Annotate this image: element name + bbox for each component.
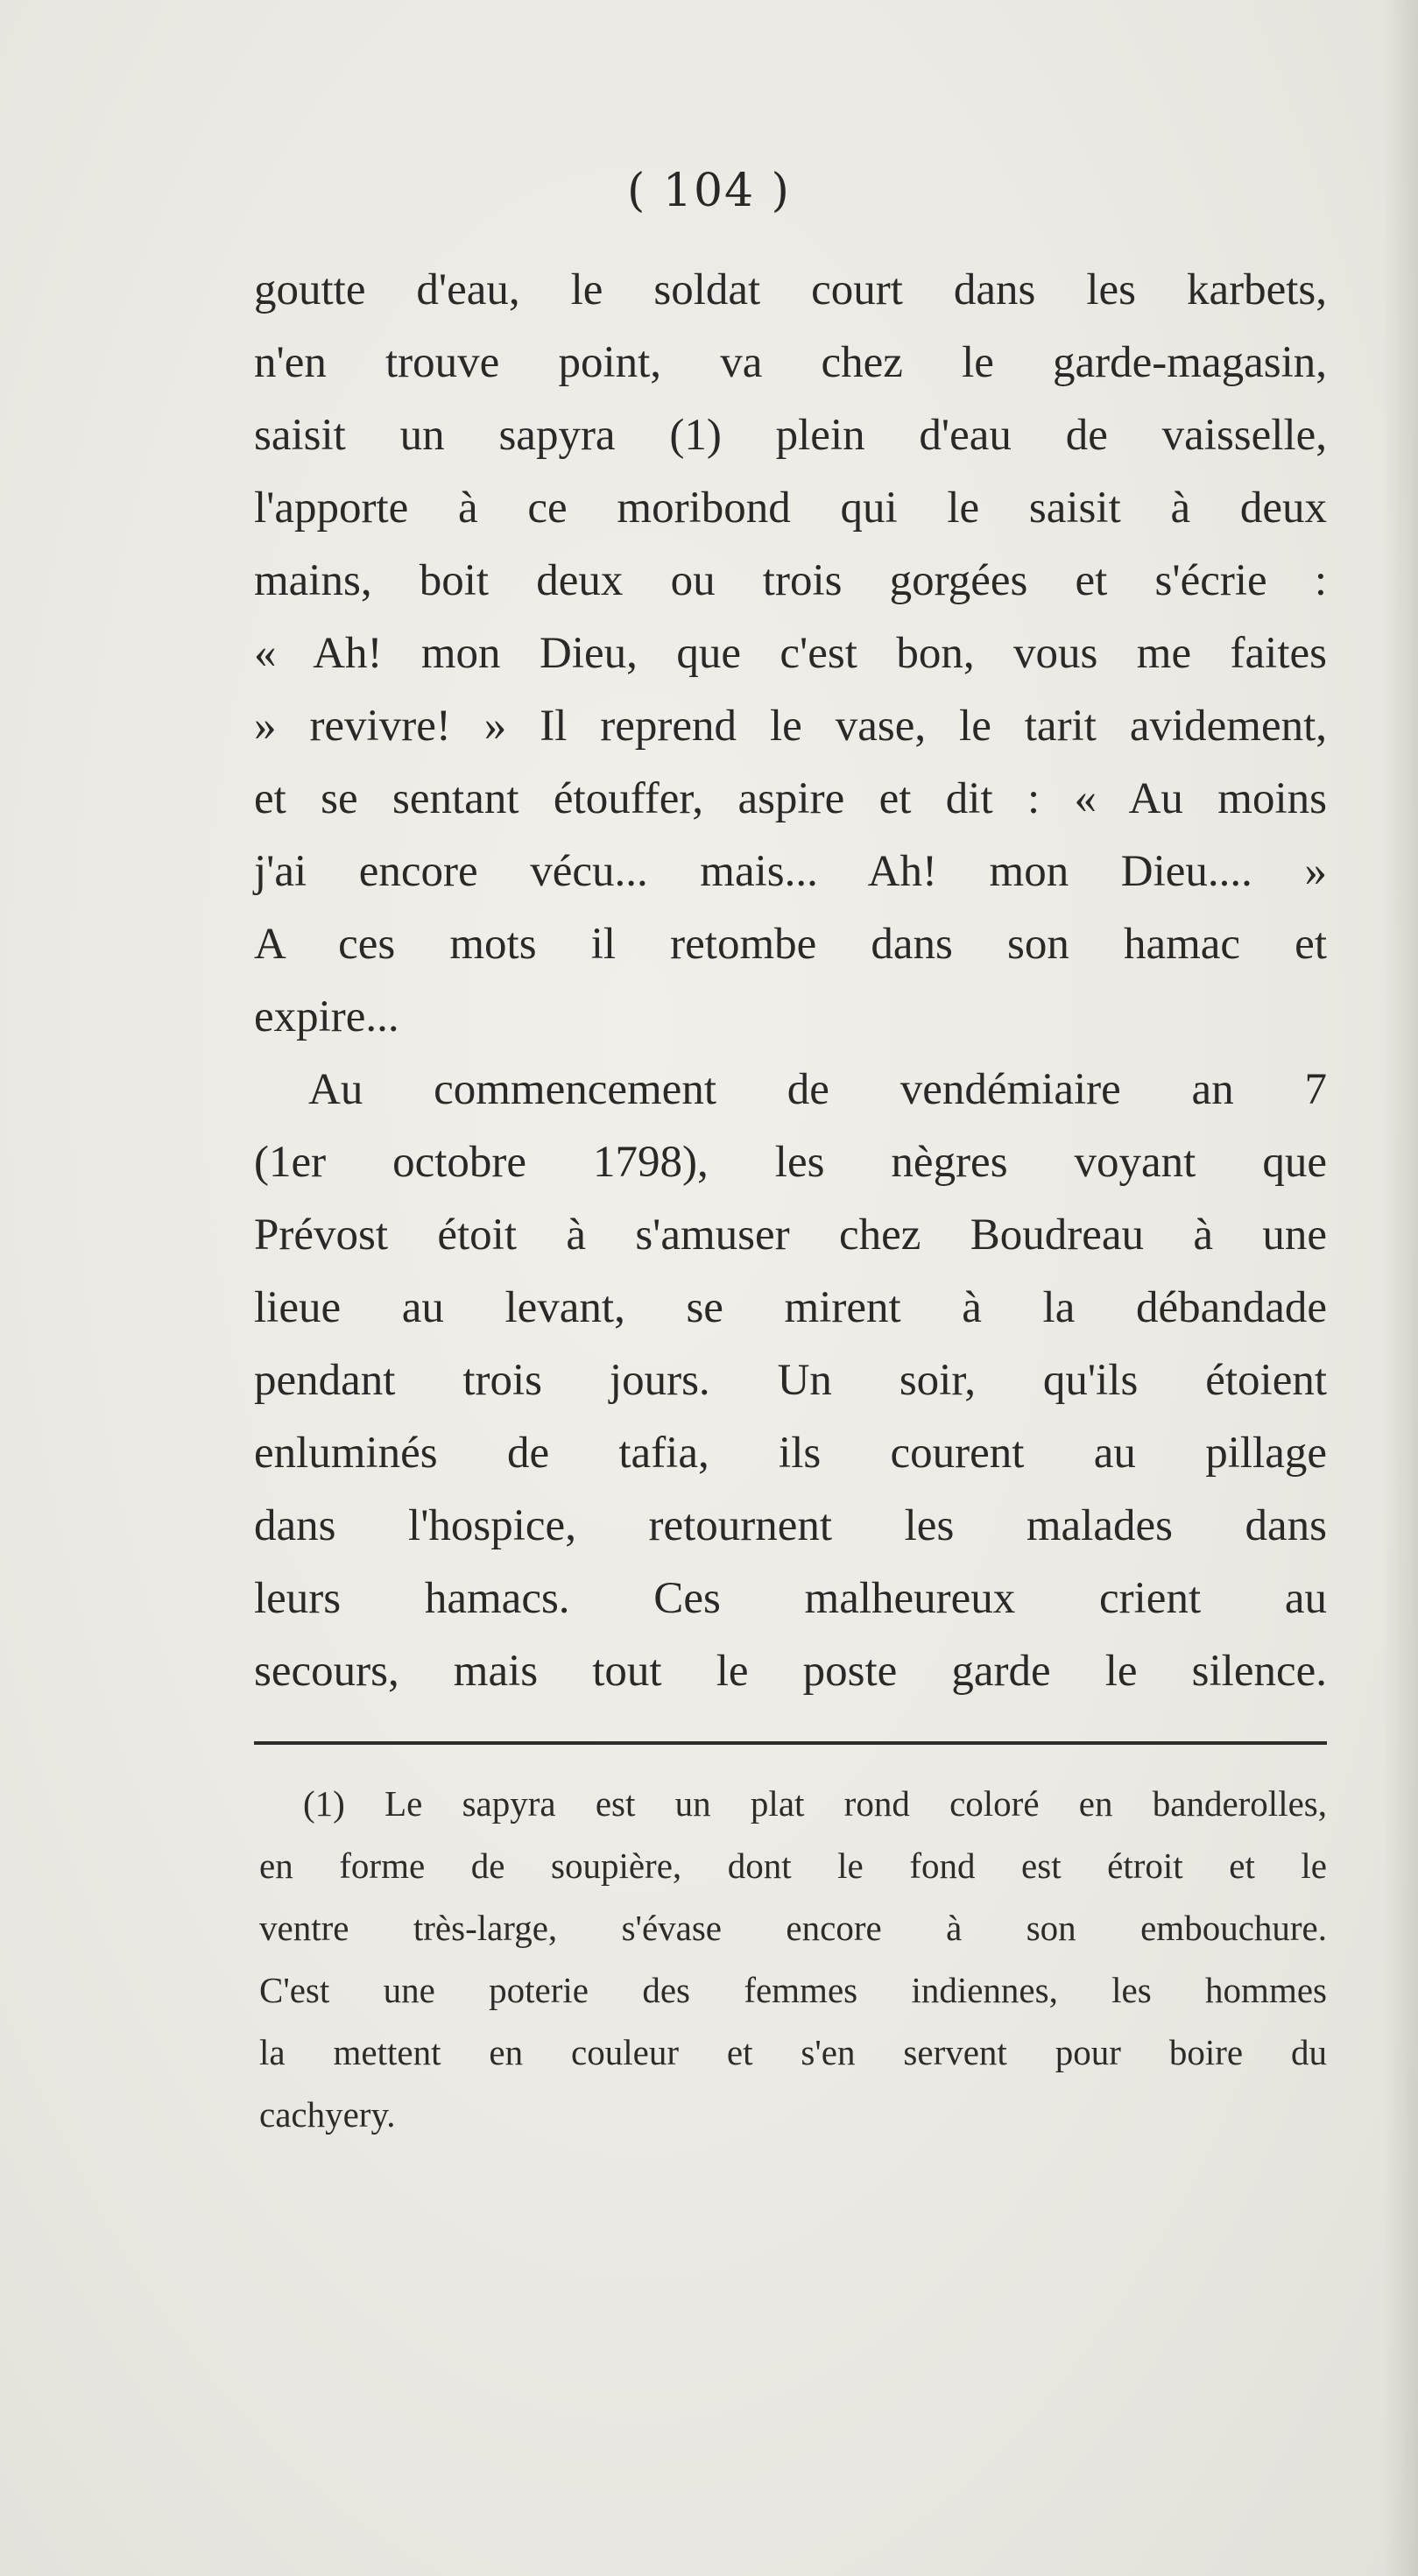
text-line: Prévost étoit à s'amuser chez Boudreau à une <box>254 1210 1327 1260</box>
text-line: l'apporte à ce moribond qui le saisit à deux <box>254 483 1327 533</box>
main-text <box>254 254 1327 1708</box>
footnote-line: (1) Le sapyra est un plat rond coloré en banderolles, <box>303 1783 1327 1824</box>
text-line: mains, boit deux ou trois gorgées et s'écrie : <box>254 556 1327 605</box>
page-number: ( 104 ) <box>627 165 791 217</box>
footnote-rule <box>254 1741 1327 1745</box>
text-line: leurs hamacs. Ces malheureux crient au <box>254 1574 1327 1623</box>
text-line: « Ah! mon Dieu, que c'est bon, vous me faites <box>254 629 1327 678</box>
text-line: Au commencement de vendémiaire an 7 <box>308 1065 1327 1114</box>
text-line: dans l'hospice, retournent les malades dans <box>254 1501 1327 1550</box>
text-line: (1er octobre 1798), les nègres voyant que <box>254 1138 1327 1187</box>
text-line: et se sentant étouffer, aspire et dit : « Au moins <box>254 774 1327 823</box>
text-line: » revivre! » Il reprend le vase, le tarit avidement, <box>254 702 1327 751</box>
text-line: saisit un sapyra (1) plein d'eau de vaisselle, <box>254 411 1327 460</box>
footnote-line: en forme de soupière, dont le fond est étroit et le <box>259 1846 1327 1886</box>
text-line: pendant trois jours. Un soir, qu'ils étoient <box>254 1356 1327 1405</box>
text-line: goutte d'eau, le soldat court dans les karbets, <box>254 265 1327 314</box>
text-line: lieue au levant, se mirent à la débandade <box>254 1283 1327 1332</box>
text-line: secours, mais tout le poste garde le silence. <box>254 1647 1327 1696</box>
footnote-line: cachyery. <box>259 2094 396 2135</box>
text-line: A ces mots il retombe dans son hamac et <box>254 920 1327 969</box>
text-line: j'ai encore vécu... mais... Ah! mon Dieu.... » <box>254 847 1327 896</box>
footnote-line: ventre très-large, s'évase encore à son embouchure. <box>259 1908 1327 1948</box>
footnote-line: C'est une poterie des femmes indiennes, les hommes <box>259 1970 1327 2010</box>
footnote-line: la mettent en couleur et s'en servent pour boire du <box>259 2032 1327 2072</box>
text-line: expire... <box>254 992 399 1041</box>
text-line: enluminés de tafia, ils courent au pillage <box>254 1429 1327 1478</box>
footnote <box>259 1773 1327 2146</box>
text-line: n'en trouve point, va chez le garde-magasin, <box>254 338 1327 387</box>
